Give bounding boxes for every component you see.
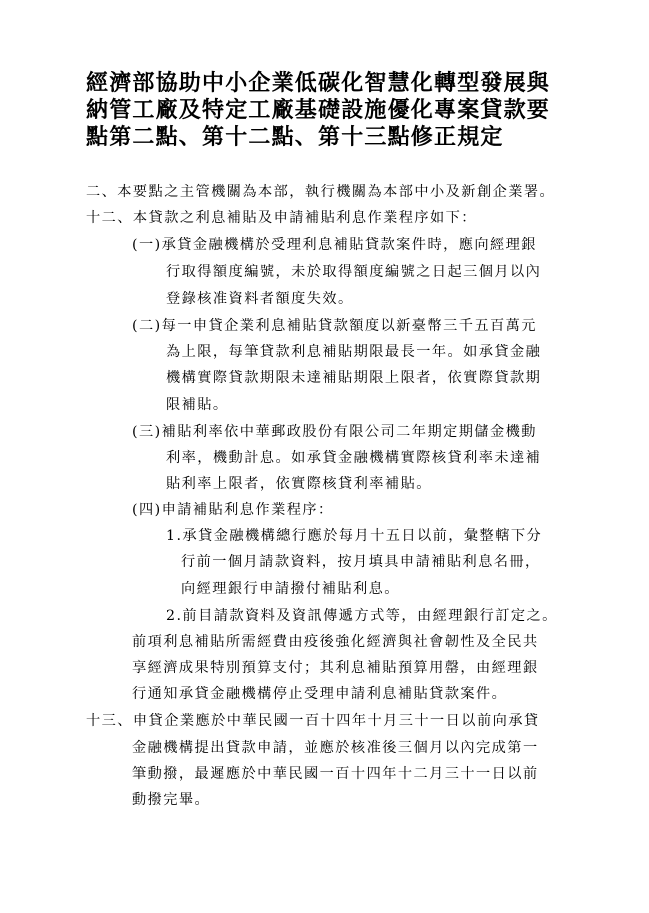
clause-4-heading: (四)申請補貼利息作業程序： xyxy=(132,502,334,518)
paragraph-line: 行通知承貸金融機構停止受理申請利息補貼貸款案件。 xyxy=(132,686,508,702)
title-line: 納管工廠及特定工廠基礎設施優化專案貸款要 xyxy=(86,97,551,123)
clause-2-line: (二)每一申貸企業利息補貼貸款額度以新臺幣三千五百萬元 xyxy=(132,318,537,334)
clause-1-line: (一)承貸金融機構於受理利息補貼貸款案件時，應向經理銀 xyxy=(132,237,537,253)
clause-1-line: 行取得額度編號，未於取得額度編號之日起三個月以內 xyxy=(166,264,542,280)
point-12-heading: 十二、本貸款之利息補貼及申請補貼利息作業程序如下： xyxy=(86,210,477,226)
paragraph-line: 前項利息補貼所需經費由疫後強化經濟與社會韌性及全民共 xyxy=(132,634,539,650)
clause-3-line: (三)補貼利率依中華郵政股份有限公司二年期定期儲金機動 xyxy=(132,424,537,440)
item-1-line: 向經理銀行申請撥付補貼利息。 xyxy=(181,581,400,597)
point-13-line: 動撥完畢。 xyxy=(132,792,211,808)
point-2-text: 二、本要點之主管機關為本部，執行機關為本部中小及新創企業署。 xyxy=(86,184,556,200)
clause-1-line: 登錄核准資料者額度失效。 xyxy=(166,291,354,307)
clause-2-line: 限補貼。 xyxy=(166,397,229,413)
clause-2-line: 機構實際貸款期限未達補貼期限上限者，依實際貸款期 xyxy=(166,370,542,386)
clause-3-line: 貼利率上限者，依實際核貸利率補貼。 xyxy=(166,476,432,492)
item-1-line: 1.承貸金融機構總行應於每月十五日以前，彙整轄下分 xyxy=(166,528,543,544)
item-1-line: 行前一個月請款資料，按月填具申請補貼利息名冊， xyxy=(181,554,541,570)
point-13-line: 十三、申貸企業應於中華民國一百十四年十月三十一日以前向承貸 xyxy=(86,713,540,729)
title-line: 經濟部協助中小企業低碳化智慧化轉型發展與 xyxy=(86,70,551,96)
paragraph-line: 享經濟成果特別預算支付；其利息補貼預算用罄，由經理銀 xyxy=(132,660,539,676)
document-title xyxy=(86,70,586,151)
point-13-line: 金融機構提出貸款申請，並應於核准後三個月以內完成第一 xyxy=(132,740,539,756)
clause-3-line: 利率，機動計息。如承貸金融機構實際核貸利率未達補 xyxy=(166,450,542,466)
title-line: 點第二點、第十二點、第十三點修正規定 xyxy=(86,124,504,150)
clause-2-line: 為上限，每筆貸款利息補貼期限最長一年。如承貸金融 xyxy=(166,344,542,360)
item-2-line: 2.前目請款資料及資訊傳遞方式等，由經理銀行訂定之。 xyxy=(166,608,558,624)
point-13-line: 筆動撥，最遲應於中華民國一百十四年十二月三十一日以前 xyxy=(132,766,539,782)
